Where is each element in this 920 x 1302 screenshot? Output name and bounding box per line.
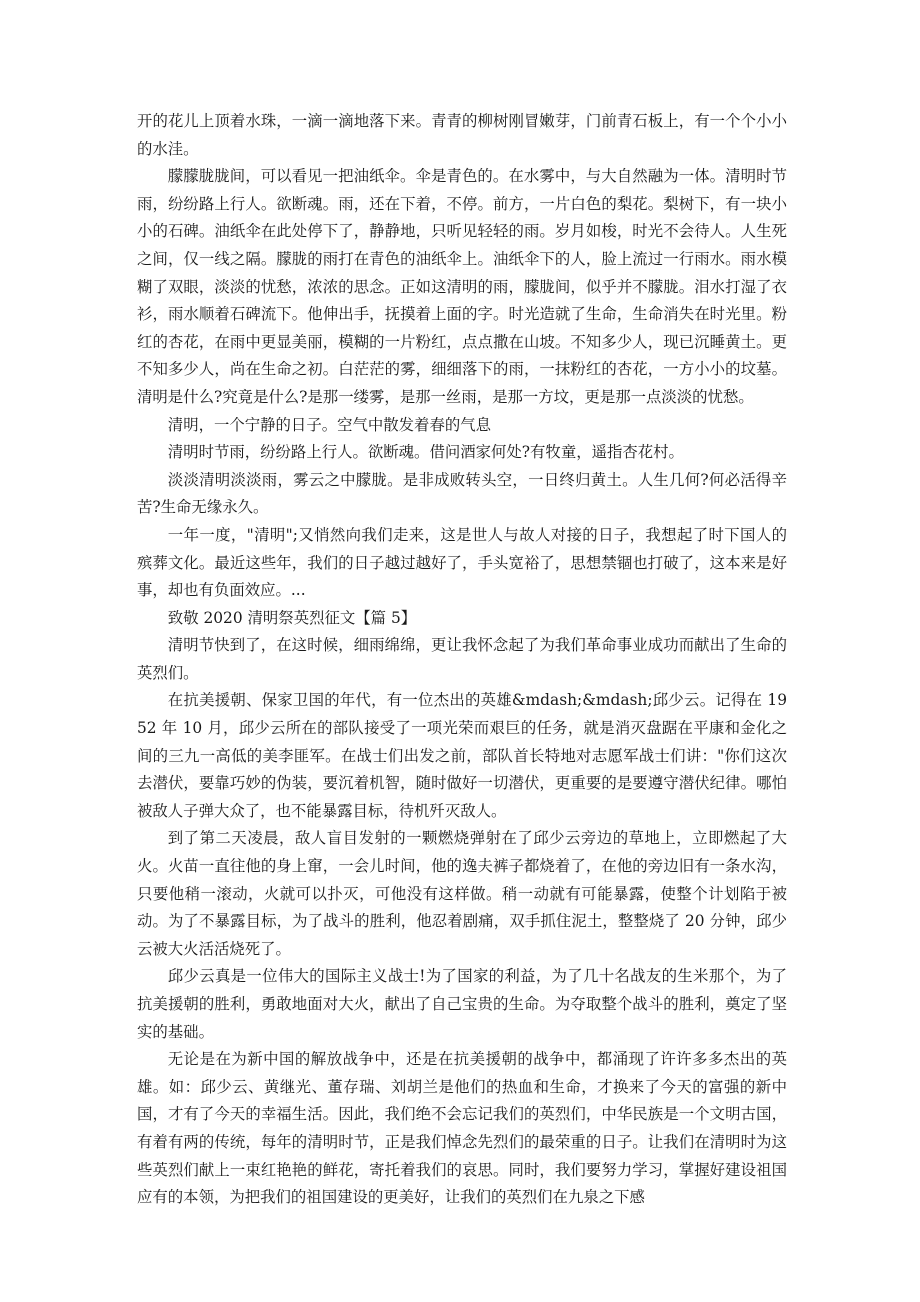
paragraph: 在抗美援朝、保家卫国的年代，有一位杰出的英雄&mdash;&mdash;邱少云。记得在 1952 年 10 月，邱少云所在的部队接受了一项光荣而艰巨的任务，就是消灭盘踞在平康和金化之间的三九一高低的美李匪军。在战士们出发之前，部队首长特地对志愿军战士们讲："你们这次去潜伏，要靠巧妙的伪装，要沉着机智，随时做好一切潜伏，更重要的是要遵守潜伏纪律。哪怕被敌人子弹大众了，也不能暴露目标，待机歼灭敌人。 (137, 691, 787, 820)
paragraph: 清明，一个宁静的日子。空气中散发着春的气息 (167, 415, 492, 434)
paragraph: 开的花儿上顶着水珠，一滴一滴地落下来。青青的柳树刚冒嫩芽，门前青石板上，有一个个小小的水洼。 (137, 112, 787, 158)
section-heading: 致敬 2020 清明祭英烈征文【篇 5】 (167, 608, 417, 627)
paragraph: 清明节快到了，在这时候，细雨绵绵，更让我怀念起了为我们革命事业成功而献出了生命的英烈们。 (137, 636, 787, 682)
paragraph: 邱少云真是一位伟大的国际主义战士!为了国家的利益，为了几十名战友的生米那个，为了抗美援朝的胜利，勇敢地面对大火，献出了自己宝贵的生命。为夺取整个战斗的胜利，奠定了坚实的基础。 (137, 967, 787, 1041)
paragraph: 清明时节雨，纷纷路上行人。欲断魂。借问酒家何处?有牧童，遥指杏花村。 (167, 443, 684, 462)
document-page (137, 108, 787, 1212)
paragraph: 一年一度，"清明";又悄然向我们走来，这是世人与故人对接的日子，我想起了时下国人的殡葬文化。最近这些年，我们的日子越过越好了，手头宽裕了，思想禁锢也打破了，这本来是好事，却也有负面效应。... (137, 525, 787, 600)
paragraph: 朦朦胧胧间，可以看见一把油纸伞。伞是青色的。在水雾中，与大自然融为一体。清明时节雨，纷纷路上行人。欲断魂。雨，还在下着，不停。前方，一片白色的梨花。梨树下，有一块小小的石碑。油纸伞在此处停下了，静静地，只听见轻轻的雨。岁月如梭，时光不会待人。人生死之间，仅一线之隔。朦胧的雨打在青色的油纸伞上。油纸伞下的人，脸上流过一行雨水。雨水模糊了双眼，淡淡的忧愁，浓浓的思念。正如这清明的雨，朦胧间，似乎并不朦胧。泪水打湿了衣衫，雨水顺着石碑流下。他伸出手，抚摸着上面的字。时光造就了生命，生命消失在时光里。粉红的杏花，在雨中更显美丽，模糊的一片粉红，点点撒在山坡。不知多少人，现已沉睡黄土。更不知多少人，尚在生命之初。白茫茫的雾，细细落下的雨，一抹粉红的杏花，一方小小的坟墓。清明是什么?究竟是什么?是那一缕雾，是那一丝雨，是那一方坟，更是那一点淡淡的忧愁。 (137, 167, 787, 406)
paragraph: 到了第二天凌晨，敌人盲目发射的一颗燃烧弹射在了邱少云旁边的草地上，立即燃起了大火。火苗一直往他的身上窜，一会儿时间，他的逸夫裤子都烧着了，在他的旁边旧有一条水沟，只要他稍一滚动，火就可以扑灭，可他没有这样做。稍一动就有可能暴露，使整个计划陷于被动。为了不暴露目标，为了战斗的胜利，他忍着剧痛，双手抓住泥土，整整烧了 20 分钟，邱少云被大火活活烧死了。 (137, 829, 787, 958)
paragraph: 无论是在为新中国的解放战争中，还是在抗美援朝的战争中，都涌现了许许多多杰出的英雄。如：邱少云、黄继光、董存瑞、刘胡兰是他们的热血和生命，才换来了今天的富强的新中国，才有了今天的幸福生活。因此，我们绝不会忘记我们的英烈们，中华民族是一个文明古国，有着有两的传统，每年的清明时节，正是我们悼念先烈们的最荣重的日子。让我们在清明时为这些英烈们献上一束红艳艳的鲜花，寄托着我们的哀思。同时，我们要努力学习，掌握好建设祖国应有的本领，为把我们的祖国建设的更美好，让我们的英烈们在九泉之下感 (137, 1050, 787, 1207)
paragraph: 淡淡清明淡淡雨，雾云之中朦胧。是非成败转头空，一日终归黄土。人生几何?何必活得辛苦?生命无缘永久。 (137, 470, 787, 517)
